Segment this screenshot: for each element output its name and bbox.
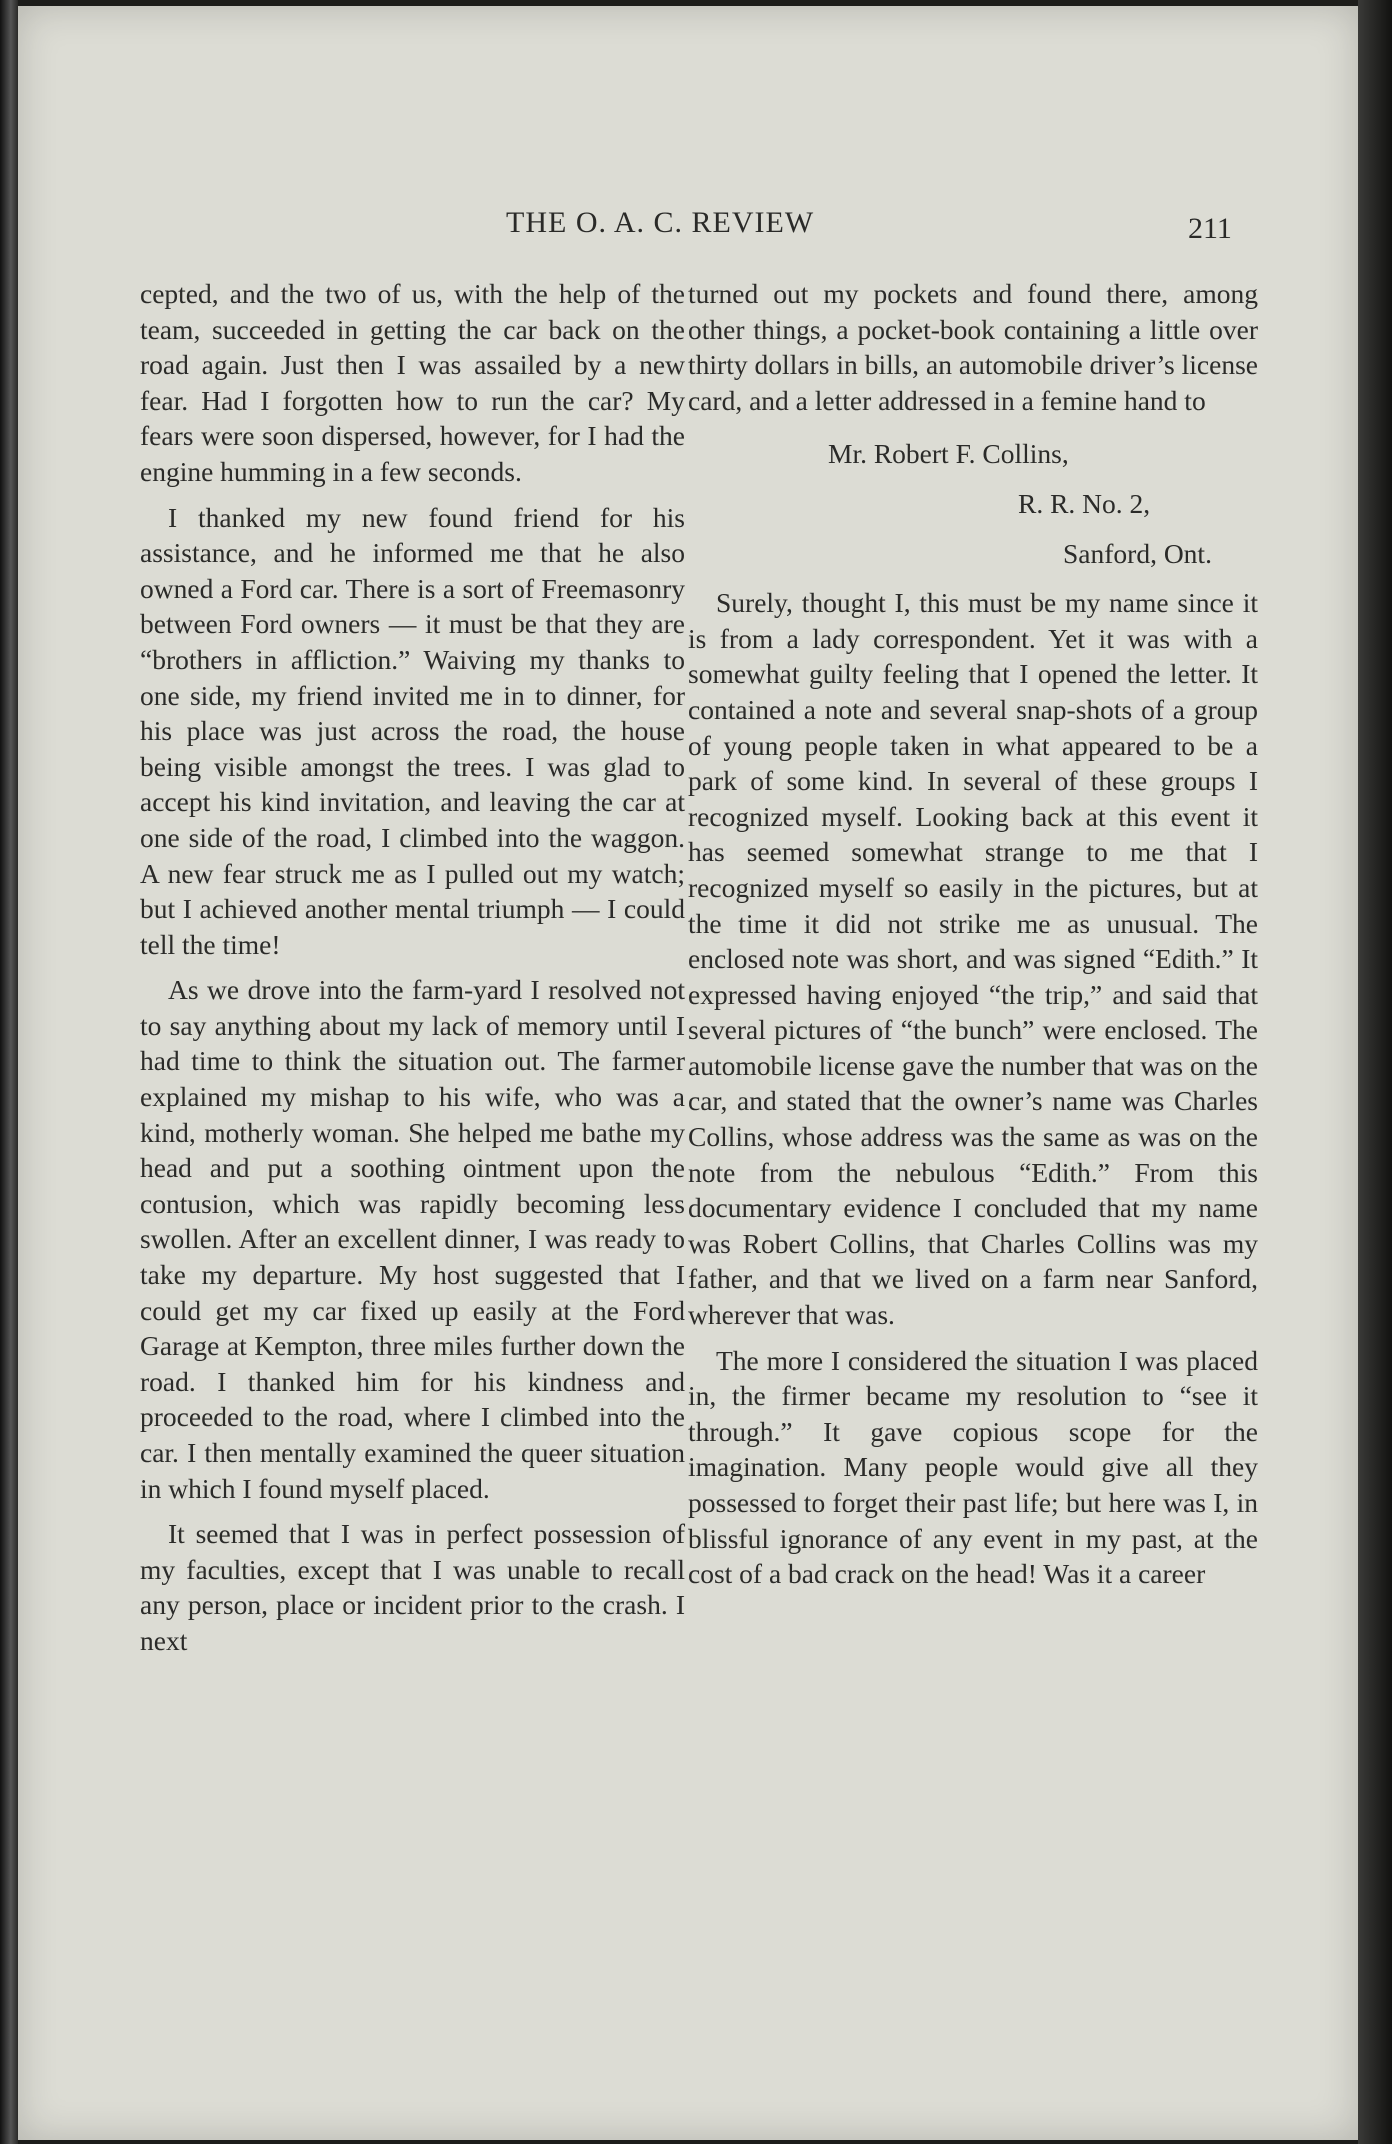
running-head bbox=[18, 206, 1358, 246]
page-number: 211 bbox=[1188, 212, 1232, 245]
paragraph: It seemed that I was in perfect possession of my faculties, except that I was unable to recall any person, place or incident prior to the crash. I next bbox=[140, 1518, 685, 1656]
right-column bbox=[688, 276, 1258, 1602]
address-line-name: Mr. Robert F. Collins, bbox=[828, 438, 1069, 470]
book-right-edge bbox=[1358, 0, 1392, 2144]
paragraph: As we drove into the farm-yard I resolved not to say anything about my lack of memory until I had time to think the situation out. The farmer explained my mishap to his wife, who was a kind, motherly woman. She helped me bathe my head and put a soothing ointment upon the contusion, which was rapidly becoming less swollen. After an excellent dinner, I was ready to take my departure. My host suggested that I could get my car fixed up easily at the Ford Garage at Kempton, three miles further down the road. I thanked him for his kindness and proceeded to the road, where I climbed into the car. I then mentally examined the queer situation in which I found myself placed. bbox=[140, 974, 685, 1504]
paragraph: turned out my pockets and found there, among other things, a pocket-book containing a little over thirty dollars in bills, an automobile driver’s license card, and a letter addressed in a femine hand to bbox=[688, 278, 1258, 416]
document-page bbox=[18, 6, 1358, 2140]
left-column bbox=[140, 276, 685, 1669]
paragraph: cepted, and the two of us, with the help of the team, succeeded in getting the car back on the road again. Just then I was assailed by a new fear. Had I forgotten how to run the car? My fears were soon dispersed, however, for I had the engine humming in a few seconds. bbox=[140, 278, 685, 487]
address-line-route: R. R. No. 2, bbox=[1018, 487, 1151, 519]
paragraph: The more I considered the situation I was placed in, the firmer became my resolution to “see it through.” It gave copious scope for the imagination. Many people would give all they possessed to forget their past life; but here was I, in blissful ignorance of any event in my past, at the cost of a bad crack on the head! Was it a career bbox=[688, 1344, 1258, 1590]
address-line-town: Sanford, Ont. bbox=[1063, 537, 1212, 569]
paragraph: I thanked my new found friend for his assistance, and he informed me that he also owned a Ford car. There is a sort of Freemasonry between Ford owners — it must be that they are “brothers in affliction.” Waiving my thanks to one side, my friend invited me in to dinner, for his place was just across the road, the house being visible amongst the trees. I was glad to accept his kind invitation, and leaving the car at one side of the road, I climbed into the waggon. A new fear struck me as I pulled out my watch; but I achieved another mental triumph — I could tell the time! bbox=[140, 501, 685, 960]
paragraph: Surely, thought I, this must be my name since it is from a lady correspondent. Yet it was with a somewhat guilty feeling that I opened the letter. It contained a note and several snap-shots of a group of young people taken in what appeared to be a park of some kind. In several of these groups I recognized myself. Looking back at this event it has seemed somewhat strange to me that I recognized myself so easily in the pictures, but at the time it did not strike me as unusual. The enclosed note was short, and was signed “Edith.” It expressed having enjoyed “the trip,” and said that several pictures of “the bunch” were enclosed. The automobile license gave the number that was on the car, and stated that the owner’s name was Charles Collins, whose address was the same as was on the note from the nebulous “Edith.” From this documentary evidence I concluded that my name was Robert Collins, that Charles Collins was my father, and that we lived on a farm near Sanford, wherever that was. bbox=[688, 587, 1258, 1331]
book-gutter-shadow bbox=[0, 0, 18, 2144]
journal-title: THE O. A. C. REVIEW bbox=[506, 206, 815, 239]
